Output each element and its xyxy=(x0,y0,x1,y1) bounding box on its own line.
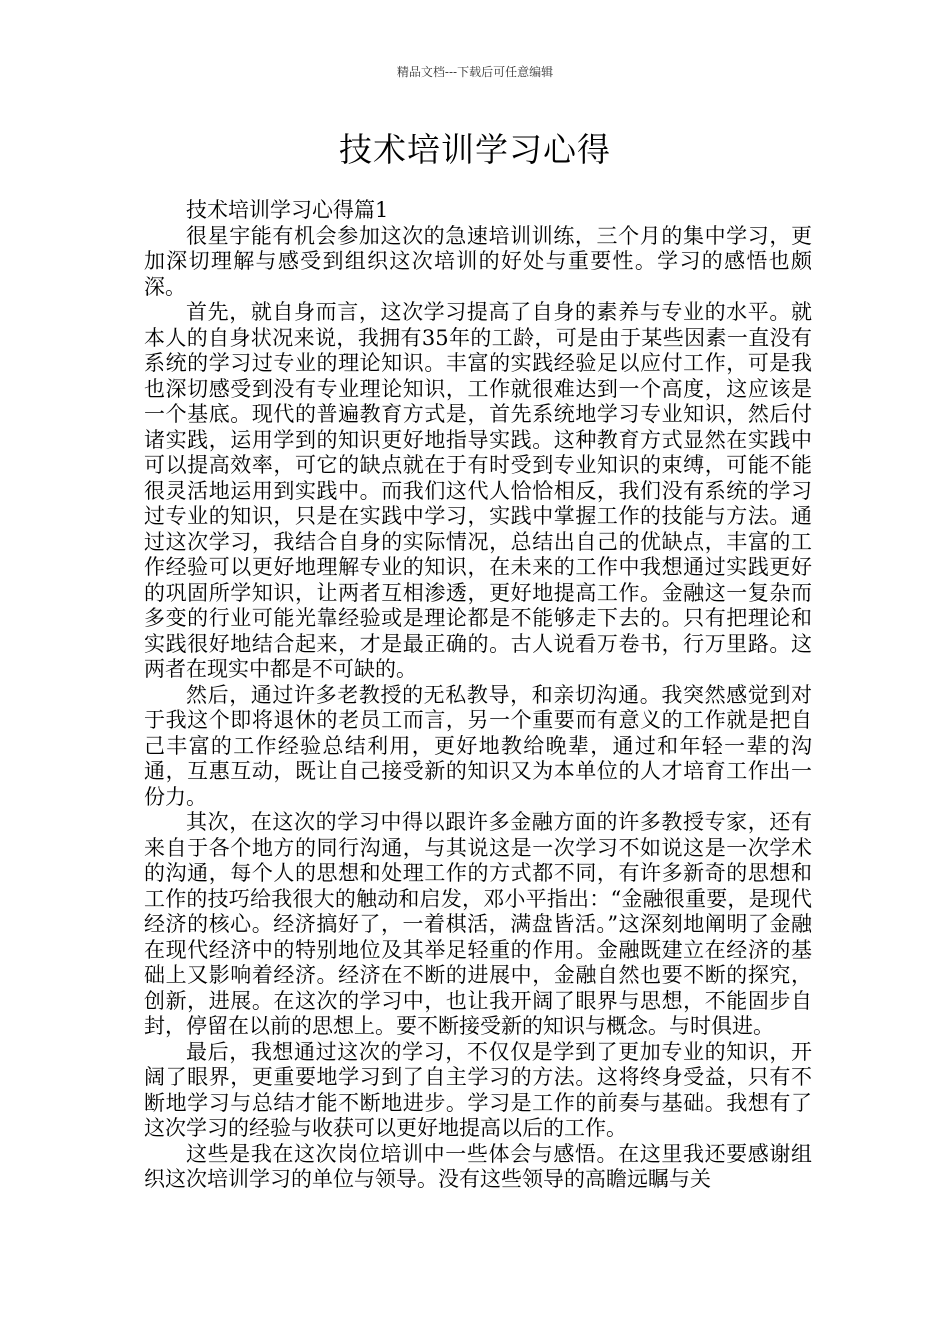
document-body xyxy=(144,198,812,1193)
paragraph-then: 然后，通过许多老教授的无私教导，和亲切沟通。我突然感觉到对于我这个即将退休的老员工而言，另一个重要而有意义的工作就是把自己丰富的工作经验总结利用，更好地教给晚辈，通过和年轻一辈的沟通，互惠互动，既让自己接受新的知识又为本单位的人才培育工作出一份力。 xyxy=(144,682,812,809)
paragraph-closing: 这些是我在这次岗位培训中一些体会与感悟。在这里我还要感谢组织这次培训学习的单位与领导。没有这些领导的高瞻远瞩与关 xyxy=(144,1141,812,1191)
header-note: 精品文档---下载后可任意编辑 xyxy=(396,65,554,79)
document-title: 技术培训学习心得 xyxy=(339,130,611,169)
paragraph-second: 其次，在这次的学习中得以跟许多金融方面的许多教授专家，还有来自于各个地方的同行沟通，与其说这是一次学习不如说这是一次学术的沟通，每个人的思想和处理工作的方式都不同，有许多新奇的思想和工作的技巧给我很大的触动和启发，邓小平指出：“金融很重要，是现代经济的核心。经济搞好了，一着棋活，满盘皆活。”这深刻地阐明了金融在现代经济中的特别地位及其举足轻重的作用。金融既建立在经济的基础上又影响着经济。经济在不断的进展中，金融自然也要不断的探究，创新，进展。在这次的学习中，也让我开阔了眼界与思想，不能固步自封，停留在以前的思想上。要不断接受新的知识与概念。与时俱进。 xyxy=(144,810,812,1038)
paragraph-first: 首先，就自身而言，这次学习提高了自身的素养与专业的水平。就本人的自身状况来说，我拥有35年的工龄，可是由于某些因素一直没有系统的学习过专业的理论知识。丰富的实践经验足以应付工作，可是我也深切感受到没有专业理论知识，工作就很难达到一个高度，这应该是一个基底。现代的普遍教育方式是，首先系统地学习专业知识，然后付诸实践，运用学到的知识更好地指导实践。这种教育方式显然在实践中可以提高效率，可它的缺点就在于有时受到专业知识的束缚，可能不能很灵活地运用到实践中。而我们这代人恰恰相反，我们没有系统的学习过专业的知识，只是在实践中学习，实践中掌握工作的技能与方法。通过这次学习，我结合自身的实际情况，总结出自己的优缺点，丰富的工作经验可以更好地理解专业的知识，在未来的工作中我想通过实践更好的巩固所学知识，让两者互相渗透，更好地提高工作。金融这一复杂而多变的行业可能光靠经验或是理论都是不能够走下去的。只有把理论和实践很好地结合起来，才是最正确的。古人说看万卷书，行万里路。这两者在现实中都是不可缺的。 xyxy=(144,300,812,681)
paragraph-last: 最后，我想通过这次的学习，不仅仅是学到了更加专业的知识，开阔了眼界，更重要地学习到了自主学习的方法。这将终身受益，只有不断地学习与总结才能不断地进步。学习是工作的前奏与基础。我想有了这次学习的经验与收获可以更好地提高以后的工作。 xyxy=(144,1039,812,1140)
paragraph-intro: 很星宇能有机会参加这次的急速培训训练，三个月的集中学习，更加深切理解与感受到组织这次培训的好处与重要性。学习的感悟也颇深。 xyxy=(144,223,812,299)
section-heading: 技术培训学习心得篇1 xyxy=(186,198,389,222)
